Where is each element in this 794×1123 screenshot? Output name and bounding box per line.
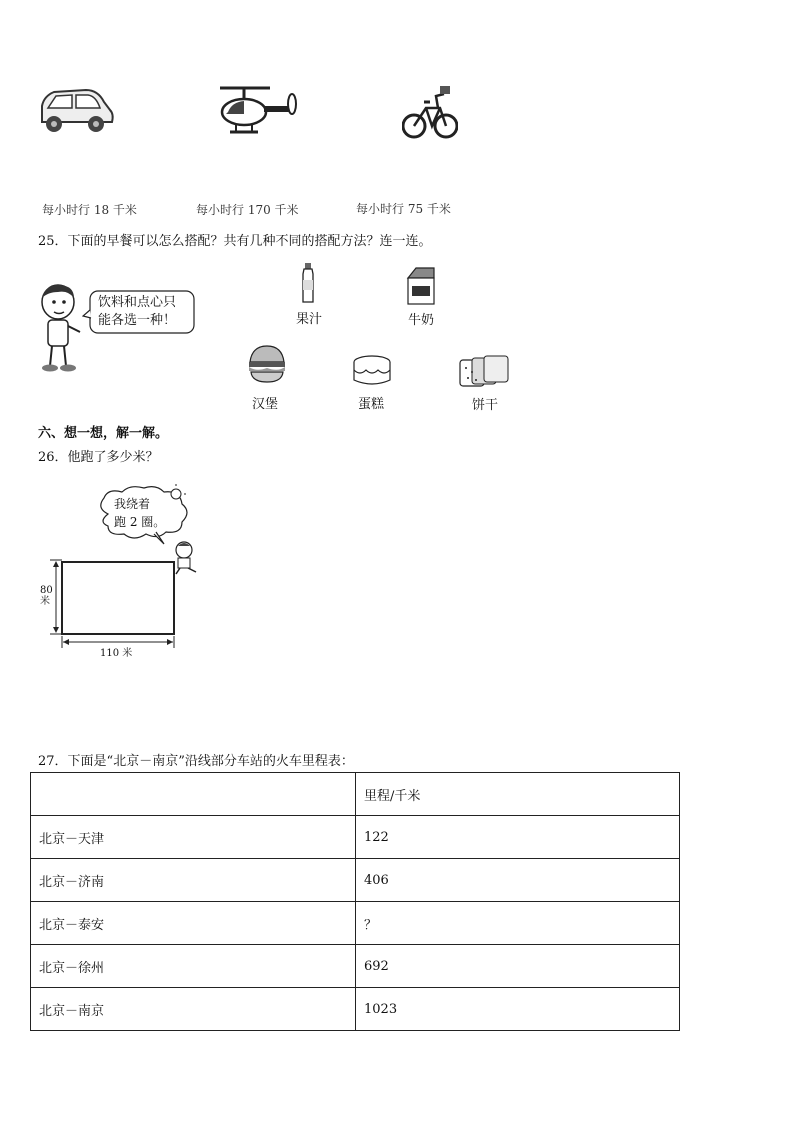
hamburger-label: 汉堡 [252,397,279,412]
table-row [31,816,680,859]
height-value: 80 [40,585,53,596]
distance-cell: 1023 [356,988,680,1031]
hamburger-icon [246,344,288,386]
header-cell-route [31,773,356,816]
speech-line-1: 饮料和点心只 [98,295,177,310]
bicycle-speed-label: 每小时行 75 千米 [356,202,451,216]
cloud-line-1: 我绕着 [114,497,151,511]
table-row [31,859,680,902]
distance-cell: 406 [356,859,680,902]
mileage-table [30,772,680,1031]
route-cell: 北京－南京 [31,988,356,1031]
width-label: 110 米 [98,644,134,659]
juice-label: 果汁 [296,312,323,327]
route-cell: 北京－泰安 [31,902,356,945]
car-icon [36,84,116,136]
height-label [40,585,53,607]
juice-bottle-icon [298,262,318,304]
milk-carton-icon [404,266,438,306]
question-26-text: 26．他跑了多少米？ [38,450,159,465]
route-cell: 北京－济南 [31,859,356,902]
biscuit-label: 饼干 [472,398,499,413]
question-25-text: 25．下面的早餐可以怎么搭配？共有几种不同的搭配方法？连一连。 [38,234,432,249]
header-cell-distance: 里程/千米 [356,773,680,816]
distance-cell: ？ [356,902,680,945]
helicopter-speed-label: 每小时行 170 千米 [196,203,299,217]
cake-label: 蛋糕 [358,397,385,412]
biscuit-icon [458,354,512,388]
distance-cell: 122 [356,816,680,859]
route-cell: 北京－徐州 [31,945,356,988]
helicopter-icon [214,82,300,142]
table-header-row [31,773,680,816]
cake-icon [352,354,392,388]
table-row [31,902,680,945]
car-speed-label: 每小时行 18 千米 [42,203,137,217]
route-cell: 北京－天津 [31,816,356,859]
distance-cell: 692 [356,945,680,988]
cloud-line-2: 跑 2 圈。 [114,515,166,529]
section-6-title: 六、想一想，解一解。 [38,426,169,441]
bicycle-icon [402,80,458,144]
table-row [31,988,680,1031]
speech-line-2: 能各选一种！ [98,313,177,328]
milk-label: 牛奶 [408,313,435,328]
thought-cloud [94,484,194,546]
table-row [31,945,680,988]
question-27-text: 27．下面是“北京－南京”沿线部分车站的火车里程表： [38,754,354,769]
field-rectangle-diagram [36,556,186,652]
height-unit: 米 [40,596,50,607]
speech-bubble [82,290,196,334]
